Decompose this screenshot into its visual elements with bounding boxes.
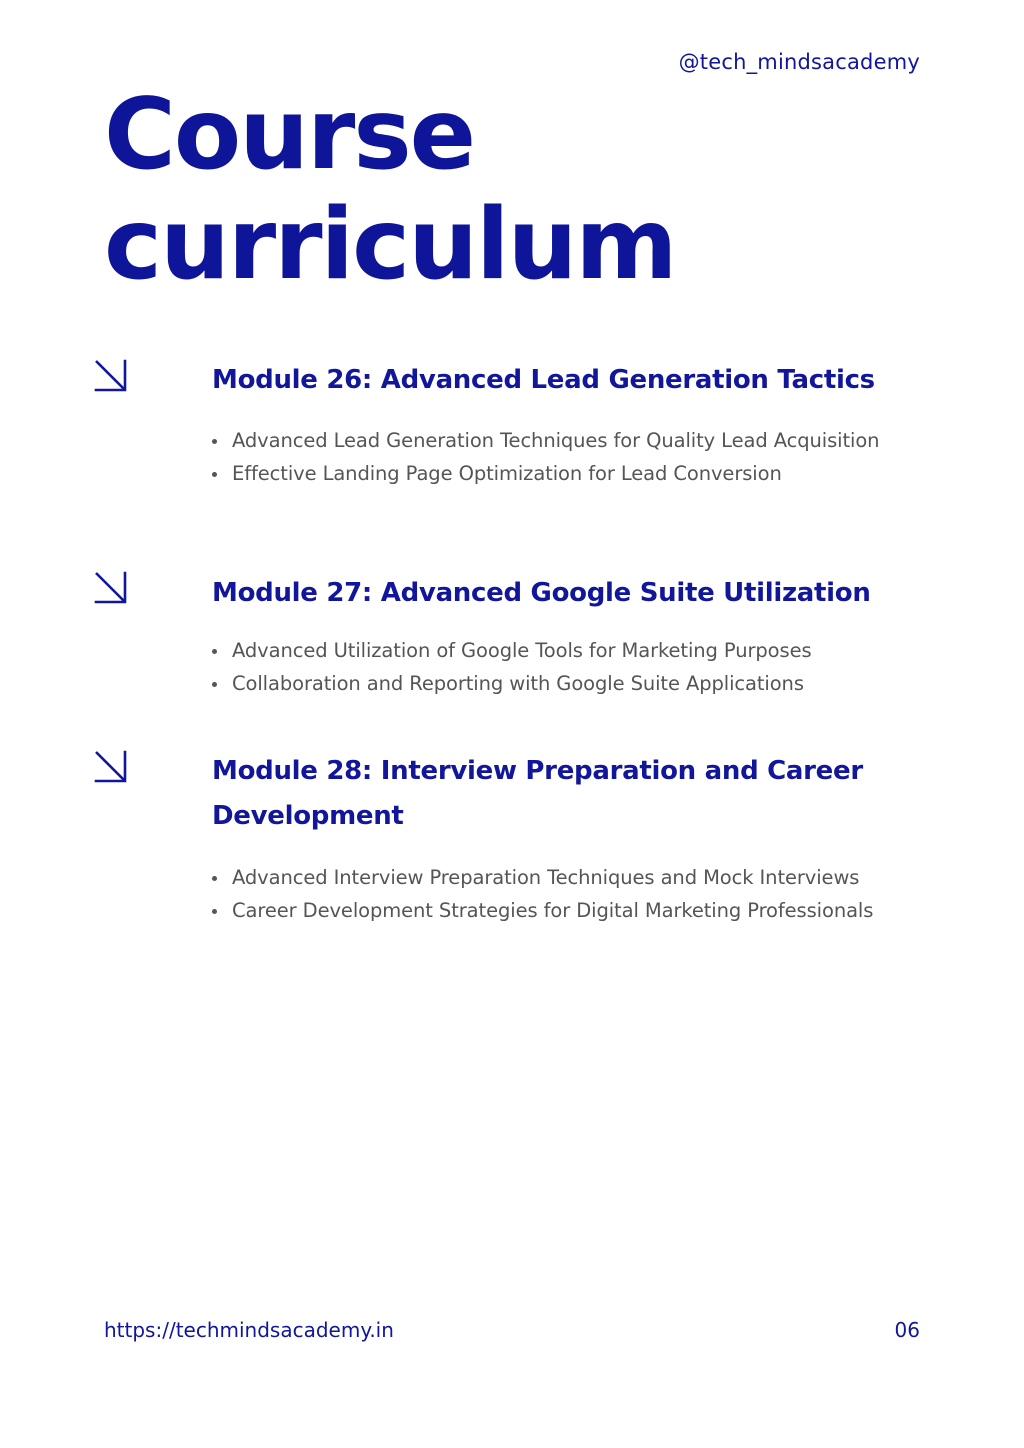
page-title-line-2: curriculum xyxy=(104,188,676,302)
page-number: 06 xyxy=(894,1318,920,1342)
list-item: Advanced Interview Preparation Techniques and Mock Interviews xyxy=(212,862,912,895)
arrow-down-right-icon xyxy=(92,569,130,607)
arrow-down-right-icon xyxy=(92,357,130,395)
module-26-topics xyxy=(212,425,912,490)
page-title xyxy=(104,80,675,300)
list-item: Collaboration and Reporting with Google Suite Applications xyxy=(212,668,912,701)
module-27-topics xyxy=(212,635,912,700)
module-28-title: Module 28: Interview Preparation and Career Development xyxy=(212,756,863,831)
list-item: Advanced Utilization of Google Tools for Marketing Purposes xyxy=(212,635,912,668)
list-item: Effective Landing Page Optimization for Lead Conversion xyxy=(212,458,912,491)
module-28-topics xyxy=(212,862,912,927)
footer-url: https://techmindsacademy.in xyxy=(104,1318,394,1342)
arrow-down-right-icon xyxy=(92,748,130,786)
module-26-title: Module 26: Advanced Lead Generation Tactics xyxy=(212,365,875,395)
module-27-title: Module 27: Advanced Google Suite Utilization xyxy=(212,578,871,608)
social-handle: @tech_mindsacademy xyxy=(678,50,920,74)
list-item: Advanced Lead Generation Techniques for Quality Lead Acquisition xyxy=(212,425,912,458)
list-item: Career Development Strategies for Digital Marketing Professionals xyxy=(212,895,912,928)
page-title-line-1: Course xyxy=(104,78,475,192)
